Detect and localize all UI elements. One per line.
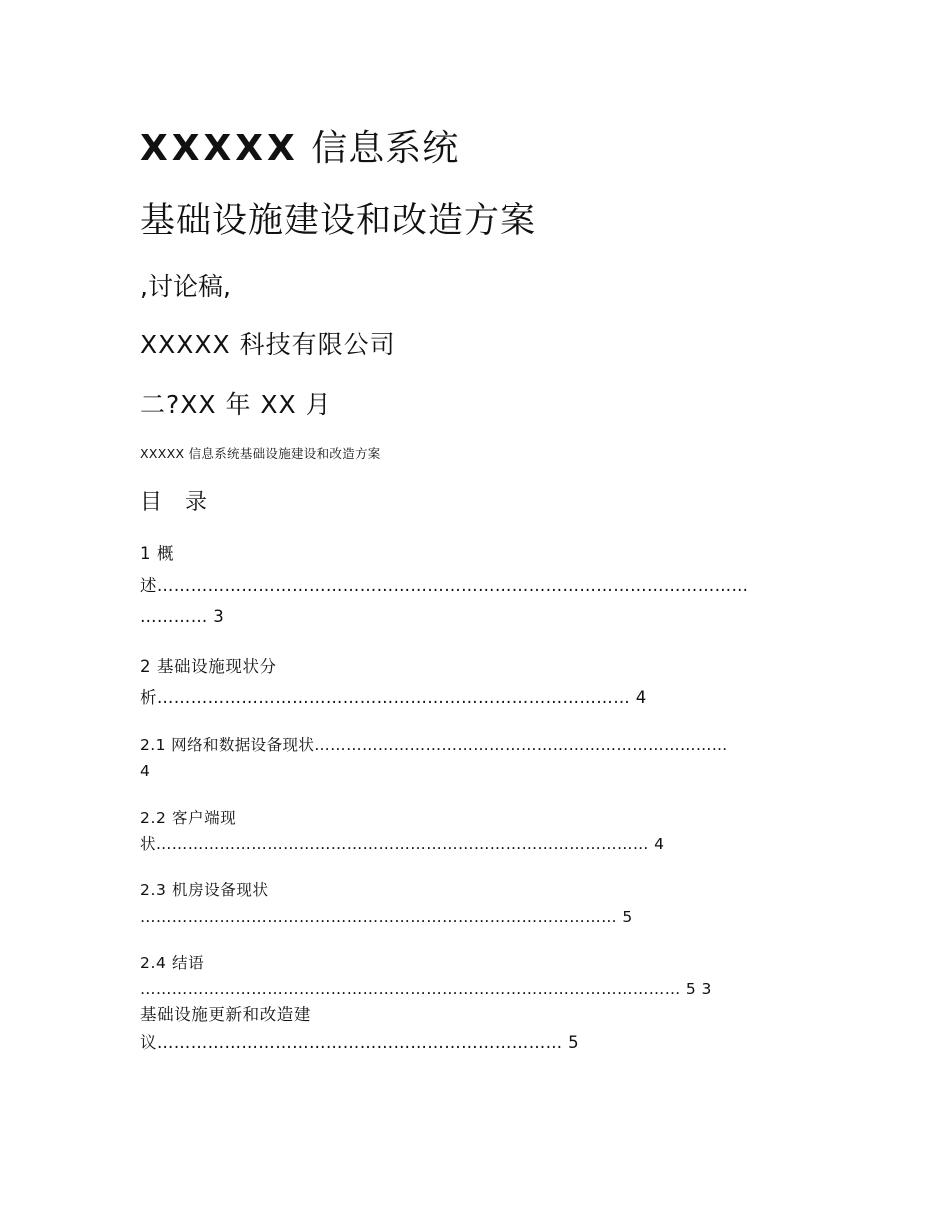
toc-line: ………………………………………………………………………………………… 5 3 [140, 980, 712, 998]
toc-line: 议……………………………………………………………… 5 [140, 1033, 580, 1052]
toc-line: 1 概 [140, 544, 175, 563]
toc-line: 析………………………………………………………………………… 4 [140, 688, 647, 707]
toc-line: 2 基础设施现状分 [140, 657, 277, 676]
company-name: XXXXX 科技有限公司 [140, 330, 396, 359]
toc-line: 4 [140, 762, 151, 780]
running-header: XXXXX 信息系统基础设施建设和改造方案 [140, 446, 381, 461]
title-suffix: 信息系统 [311, 128, 460, 169]
toc-line: 基础设施更新和改造建 [140, 1005, 311, 1024]
title-prefix: XXXXX [140, 128, 299, 169]
toc-line: 2.4 结语 [140, 954, 205, 972]
toc-line: 2.3 机房设备现状 [140, 881, 269, 899]
toc-line: 状………………………………………………………………………………… 4 [140, 835, 665, 853]
document-subtitle: 基础设施建设和改造方案 [140, 201, 537, 241]
toc-line: 2.2 客户端现 [140, 809, 237, 827]
document-date: 二?XX 年 XX 月 [140, 390, 332, 419]
toc-line: 述…………………………………………………………………………………………… [140, 576, 749, 595]
document-title [140, 127, 459, 170]
toc-title: 目 录 [140, 490, 215, 515]
toc-line: ………… 3 [140, 607, 225, 626]
toc-line: ……………………………………………………………………………… 5 [140, 908, 633, 926]
toc-line: 2.1 网络和数据设备现状…………………………………………………………………… [140, 736, 728, 754]
draft-label: ,讨论稿, [140, 272, 231, 301]
